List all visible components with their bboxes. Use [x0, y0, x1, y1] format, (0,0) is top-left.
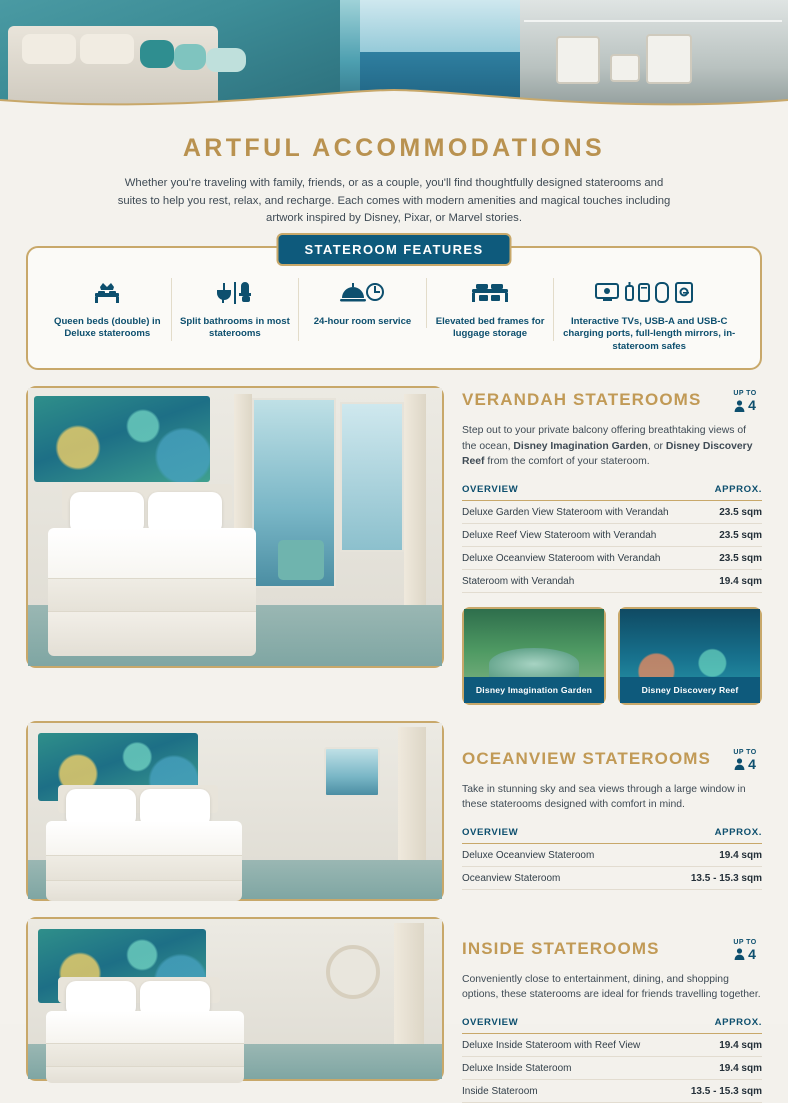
- table-row: [462, 500, 762, 523]
- section-inside: [26, 917, 762, 1103]
- capacity-badge: [728, 749, 762, 773]
- verandah-overview-table: [462, 484, 762, 593]
- stateroom-size: 13.5 - 15.3 sqm: [676, 1079, 762, 1102]
- venue-caption: Disney Imagination Garden: [464, 677, 604, 703]
- stateroom-name: Stateroom with Verandah: [462, 569, 706, 592]
- stateroom-name: Deluxe Oceanview Stateroom with Verandah: [462, 546, 706, 569]
- section-title: INSIDE STATEROOMS: [462, 938, 660, 958]
- venue-imagination-garden: [462, 607, 606, 705]
- guest-icon: [734, 948, 745, 960]
- column-header-approx: APPROX.: [676, 1017, 762, 1034]
- capacity-up-to-label: UP TO: [733, 748, 757, 756]
- table-row: [462, 843, 762, 866]
- feature-queen-beds: [44, 278, 172, 342]
- section-title: OCEANVIEW STATEROOMS: [462, 748, 711, 768]
- round-mirror: [326, 945, 380, 999]
- feature-tech-amenities: [554, 278, 744, 355]
- stateroom-name: Deluxe Inside Stateroom with Reef View: [462, 1033, 676, 1056]
- features-badge: STATEROOM FEATURES: [276, 233, 511, 266]
- verandah-stateroom-photo: [26, 386, 444, 668]
- section-description: Conveniently close to entertainment, dining, and shopping options, these staterooms are ideal for friends travelling together.: [462, 973, 761, 1001]
- hero-swoosh-divider: [0, 88, 788, 114]
- verandah-details: [444, 386, 762, 705]
- column-header-overview: OVERVIEW: [462, 1017, 676, 1034]
- feature-label: Elevated bed frames for luggage storage: [435, 315, 545, 340]
- stateroom-size: 23.5 sqm: [706, 500, 762, 523]
- stateroom-name: Inside Stateroom: [462, 1079, 676, 1102]
- feature-label: Interactive TVs, USB-A and USB-C charging ports, full-length mirrors, in-stateroom safes: [563, 315, 736, 353]
- section-description: Take in stunning sky and sea views through a large window in these staterooms designed with comfort in mind.: [462, 783, 746, 811]
- venue-thumbnails: [462, 607, 762, 705]
- stateroom-size: 23.5 sqm: [706, 523, 762, 546]
- capacity-up-to-label: UP TO: [733, 390, 757, 398]
- column-header-approx: APPROX.: [657, 827, 762, 844]
- elevated-bed-icon: [433, 278, 548, 308]
- column-header-overview: OVERVIEW: [462, 484, 706, 501]
- inside-overview-table: [462, 1017, 762, 1103]
- stateroom-name: Oceanview Stateroom: [462, 866, 657, 889]
- crown-bed-icon: [50, 278, 165, 308]
- room-service-icon: [305, 278, 420, 308]
- oceanview-stateroom-photo: [26, 721, 444, 901]
- capacity-count: 4: [748, 755, 756, 772]
- stateroom-features-section: [26, 241, 762, 371]
- oceanview-details: [444, 721, 762, 901]
- guest-icon: [734, 400, 745, 412]
- table-row: [462, 523, 762, 546]
- stateroom-name: Deluxe Oceanview Stateroom: [462, 843, 657, 866]
- capacity-count: 4: [748, 945, 756, 962]
- stateroom-size: 19.4 sqm: [706, 569, 762, 592]
- feature-label: Queen beds (double) in Deluxe staterooms: [53, 315, 161, 340]
- feature-split-bathrooms: [172, 278, 300, 342]
- tv-usb-mirror-safe-icon: [560, 278, 738, 308]
- capacity-badge: [728, 390, 762, 414]
- page-title: ARTFUL ACCOMMODATIONS: [182, 134, 606, 162]
- split-bathroom-icon: [178, 278, 293, 308]
- underwater-mural: [34, 396, 210, 482]
- inside-details: [444, 917, 762, 1103]
- venue-caption: Disney Discovery Reef: [620, 677, 760, 703]
- oceanview-overview-table: [462, 827, 762, 890]
- feature-label: 24-hour room service: [313, 315, 412, 327]
- section-title: VERANDAH STATEROOMS: [462, 390, 702, 410]
- capacity-badge: [728, 939, 762, 963]
- table-row: [462, 569, 762, 592]
- stateroom-size: 19.4 sqm: [657, 843, 762, 866]
- table-row: [462, 546, 762, 569]
- section-oceanview: [26, 721, 762, 901]
- title-block: [0, 112, 788, 228]
- section-description: Step out to your private balcony offering breathtaking views of the ocean, Disney Imagination Garden, or Disney Discovery Reef from the comfort of your stateroom.: [462, 425, 753, 468]
- inside-stateroom-photo: [26, 917, 444, 1081]
- table-row: [462, 1033, 762, 1056]
- table-row: [462, 1079, 762, 1102]
- stateroom-name: Deluxe Reef View Stateroom with Verandah: [462, 523, 706, 546]
- table-row: [462, 1056, 762, 1079]
- stateroom-name: Deluxe Garden View Stateroom with Verandah: [462, 500, 706, 523]
- feature-elevated-bed-frames: [427, 278, 555, 342]
- venue-discovery-reef: [618, 607, 762, 705]
- feature-label: Split bathrooms in most staterooms: [179, 315, 290, 340]
- stateroom-size: 19.4 sqm: [676, 1056, 762, 1079]
- table-row: [462, 866, 762, 889]
- hero-image: [0, 0, 788, 112]
- column-header-approx: APPROX.: [706, 484, 762, 501]
- column-header-overview: OVERVIEW: [462, 827, 657, 844]
- capacity-count: 4: [748, 397, 756, 414]
- capacity-up-to-label: UP TO: [733, 938, 757, 946]
- features-panel: [26, 241, 762, 371]
- guest-icon: [734, 758, 745, 770]
- stateroom-size: 13.5 - 15.3 sqm: [657, 866, 762, 889]
- intro-paragraph: Whether you're traveling with family, friends, or as a couple, you'll find thoughtfully designed staterooms and suites to help you rest, relax, and recharge. Each comes with modern amenities and magical touches including artwork inspired by Disney, Pixar, or Marvel stories.: [117, 177, 671, 224]
- stateroom-size: 19.4 sqm: [676, 1033, 762, 1056]
- stateroom-size: 23.5 sqm: [706, 546, 762, 569]
- section-verandah: [26, 386, 762, 705]
- feature-room-service: [299, 278, 427, 329]
- stateroom-name: Deluxe Inside Stateroom: [462, 1056, 676, 1079]
